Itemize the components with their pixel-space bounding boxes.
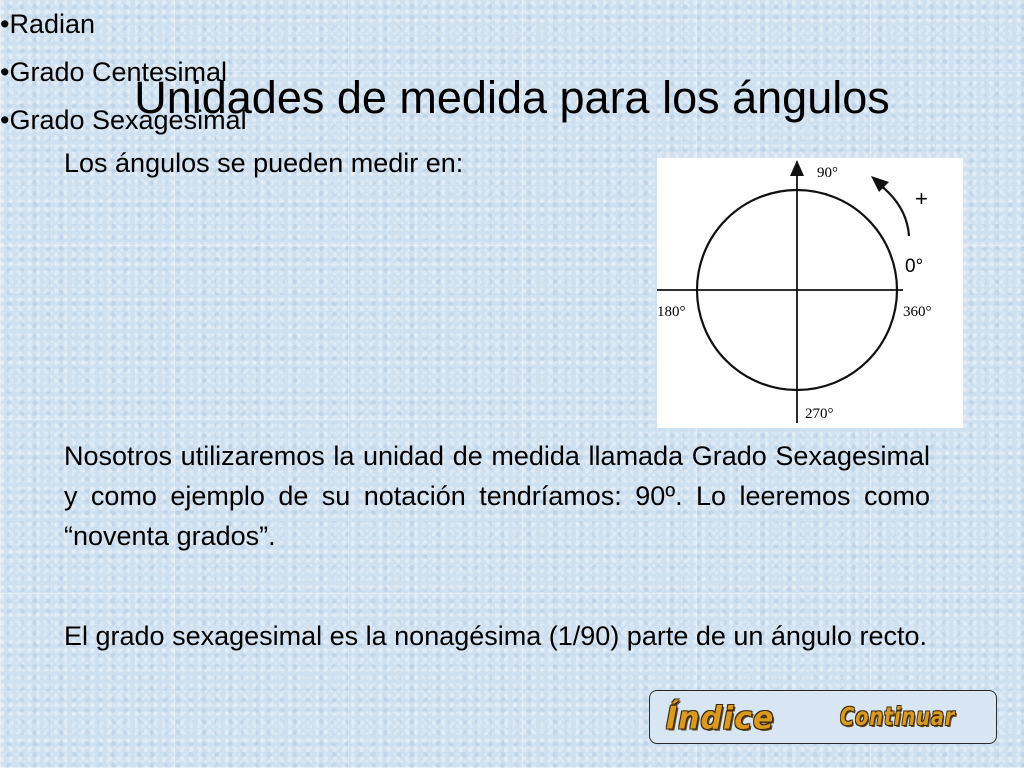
label-180: 180°	[657, 304, 686, 320]
label-plus: +	[915, 186, 928, 211]
rotation-arrow	[879, 184, 909, 236]
angle-circle-figure	[657, 158, 963, 428]
paragraph-definition: El grado sexagesimal es la nonagésima (1/90) parte de un ángulo recto.	[64, 621, 928, 651]
indice-button[interactable]: Índice	[666, 700, 775, 737]
label-90: 90°	[817, 165, 838, 181]
intro-text: Los ángulos se pueden medir en:	[64, 148, 464, 178]
label-270: 270°	[805, 406, 834, 422]
bullet-radian: •Radian	[0, 9, 96, 39]
bullet-centesimal: •Grado Centesimal	[0, 57, 228, 87]
continuar-button[interactable]: Continuar	[840, 702, 956, 731]
bullet-sexagesimal: •Grado Sexagesimal	[0, 105, 247, 135]
slide-title: Unidades de medida para los ángulos	[134, 72, 890, 123]
label-zero: 0°	[905, 256, 924, 277]
angle-circle-diagram	[657, 158, 963, 428]
navigation-panel	[649, 690, 997, 744]
axis-arrowhead-icon	[790, 160, 804, 176]
label-360: 360°	[903, 304, 932, 320]
paragraph-sexagesimal: Nosotros utilizaremos la unidad de medida llamada Grado Sexagesimal y como ejemplo de su notación tendríamos: 90º. Lo leeremos como “noventa grados”.	[64, 441, 930, 551]
